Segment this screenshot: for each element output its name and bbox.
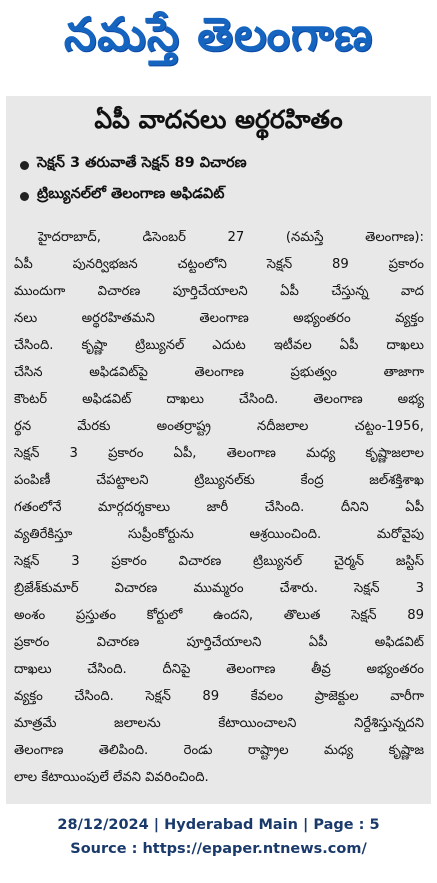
article-headline: ఏపీ వాదనలు అర్థరహితం	[94, 105, 343, 134]
body-line: ముందుగా విచారణ పూర్తిచేయాలని ఏపీ చేస్తున్న వాద	[14, 284, 424, 299]
body-line: చేసింది. కృష్ణా ట్రిబ్యునల్ ఎదుట ఇటీవల ఏపీ దాఖలు	[14, 338, 424, 353]
body-line: వ్యక్తం చేసింది. సెక్షన్ 89 కేవలం ప్రాజెక్టుల వారీగా	[14, 689, 424, 704]
bullet-icon	[20, 192, 29, 201]
bullet-icon	[20, 161, 29, 170]
body-line: సెక్షన్ 3 ప్రకారం ఏపీ, తెలంగాణ మధ్య కృష్ణాజలాల	[14, 446, 424, 461]
newspaper-logo-title: నమస్తే తెలంగాణ	[63, 7, 374, 61]
body-line: తెలంగాణ తెలిపింది. రెండు రాష్ట్రాల మధ్య కృష్ణాజ	[14, 743, 424, 758]
body-line: బ్రిజేశ్‌కుమార్ విచారణ ముమ్మరం చేశారు. సెక్షన్ 3	[14, 581, 424, 596]
footer-date-line: 28/12/2024 | Hyderabad Main | Page : 5	[57, 817, 380, 833]
body-line: మాత్రమే జలాలను కేటాయించాలని నిర్దేశిస్తున్నదని	[14, 716, 424, 731]
article-subhead	[20, 152, 420, 178]
footer-source-line: Source : https://epaper.ntnews.com/	[70, 841, 367, 857]
article-body	[14, 224, 424, 791]
article-subhead	[20, 183, 420, 209]
body-line: ప్రకారం విచారణ పూర్తిచేయాలని ఏపీ అఫిడవిట్	[14, 635, 424, 650]
body-line: ర్థన మేరకు అంతర్రాష్ట్ర నదీజలాల చట్టం-1956,	[14, 419, 424, 434]
article-clipping	[6, 96, 431, 804]
body-line: సెక్షన్ 3 ప్రకారం విచారణ ట్రిబ్యునల్ చైర్మన్ జస్టిస్	[14, 554, 424, 569]
body-line: కౌంటర్ అఫిడవిట్ దాఖలు చేసింది. తెలంగాణ అభ్య	[14, 392, 424, 407]
body-line: చేసిన అఫిడవిట్‌పై తెలంగాణ ప్రభుత్వం తాజాగా	[14, 365, 424, 380]
body-line: వ్యతిరేకిస్తూ సుప్రీంకోర్టును ఆశ్రయించింది. మరోవైపు	[14, 527, 424, 542]
masthead	[0, 0, 437, 80]
subhead-text: ట్రిబ్యునల్‌లో తెలంగాణ అఫిడవిట్	[37, 186, 225, 202]
body-line: అంశం ప్రస్తుతం కోర్టులో ఉందని, తొలుత సెక్షన్ 89	[14, 608, 424, 623]
body-line: నలు అర్థరహితమని తెలంగాణ అభ్యంతరం వ్యక్తం	[14, 311, 424, 326]
body-line: దాఖలు చేసింది. దీనిపై తెలంగాణ తీవ్ర అభ్యంతరం	[14, 662, 424, 677]
subhead-text: సెక్షన్ 3 తరువాతే సెక్షన్ 89 విచారణ	[37, 155, 247, 171]
body-line: గతంలోనే మార్గదర్శకాలు జారీ చేసింది. దీనిని ఏపీ	[14, 500, 424, 515]
body-line: లాల కేటాయింపులే లేవని వివరించింది.	[14, 770, 209, 785]
body-line: పంపిణీ చేపట్టాలని ట్రిబ్యునల్‌కు కేంద్ర జల్‌శక్తిశాఖ	[14, 473, 424, 488]
body-line: హైదరాబాద్, డిసెంబర్ 27 (నమస్తే తెలంగాణ):	[38, 230, 424, 245]
body-line: ఏపీ పునర్విభజన చట్టంలోని సెక్షన్ 89 ప్రకారం	[14, 257, 424, 272]
